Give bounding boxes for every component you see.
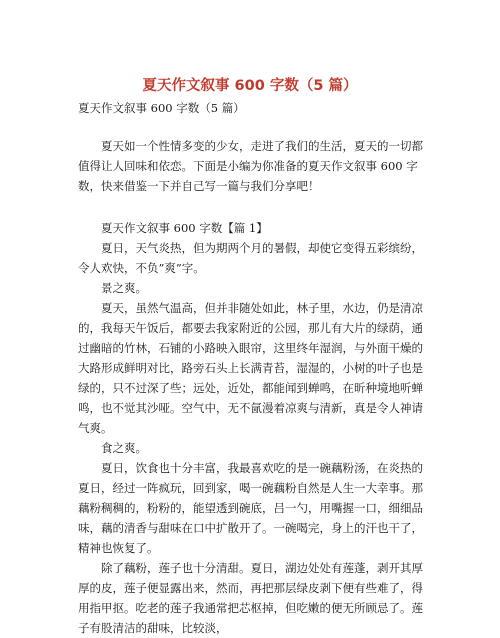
document-title: 夏天作文叙事 600 字数（5 篇） [142, 78, 358, 94]
intro-paragraph: 夏天如一个性情多变的少女，走进了我们的生活，夏天的一切都值得让人回味和依恋。下面是小编为你准备的夏天作文叙事 600 字数，快来借鉴一下并自己写一篇与我们分享吧！ [78, 139, 423, 193]
body-paragraph: 食之爽。 [101, 441, 147, 455]
document-body [78, 136, 430, 638]
section-heading: 夏天作文叙事 600 字数【篇 1】 [101, 221, 268, 235]
document-subtitle: 夏天作文叙事 600 字数（5 篇） [78, 101, 245, 115]
body-paragraph: 夏日，天气炎热，但为期两个月的暑假，却使它变得五彩缤纷，令人欢快，不负”爽”字。 [78, 241, 423, 275]
body-paragraph: 夏天，虽然气温高，但并非随处如此，林子里，水边，仍是清凉的，我每天午饭后，都要去我家附近的公园，那儿有大片的绿荫，通过幽暗的竹林，石铺的小路映入眼帘，这里终年湿润，与外面干燥的大路形成鲜明对比，路旁石头上长满青苔，湿湿的，小树的叶子也是绿的，只不过深了些；远处，近处，都能闻到蝉鸣，在昕种境地听蝉鸣，也不觉其沙哑。空气中，无不氤漫着凉爽与清新，真是令人神请气爽。 [78, 301, 423, 435]
section-spacer [78, 196, 430, 218]
body-paragraph: 夏日，饮食也十分丰富，我最喜欢吃的是一碗藕粉汤，在炎热的夏日，经过一阵疯玩，回到家，喝一碗藕粉自然是人生一大幸事。那藕粉稠稠的，粉粉的，能望透到碗底，吕一勺，用嘴握一口，细细品味，藕的清香与甜味在口中扩散开了。一碗喝完，身上的汗也干了，精神也恢复了。 [78, 461, 423, 555]
body-paragraph: 景之爽。 [101, 281, 147, 295]
body-paragraph: 除了藕粉，莲子也十分清甜。夏日，湖边处处有莲蓬，剥开其厚厚的皮，莲子便显露出来，然而，再把那层绿皮剥下便有些难了，得用指甲抠。吃老的莲子我通常把芯枢掉，但吃嫩的便无所顾忌了。莲子有股清洁的甜味，比较淡， [78, 561, 423, 635]
